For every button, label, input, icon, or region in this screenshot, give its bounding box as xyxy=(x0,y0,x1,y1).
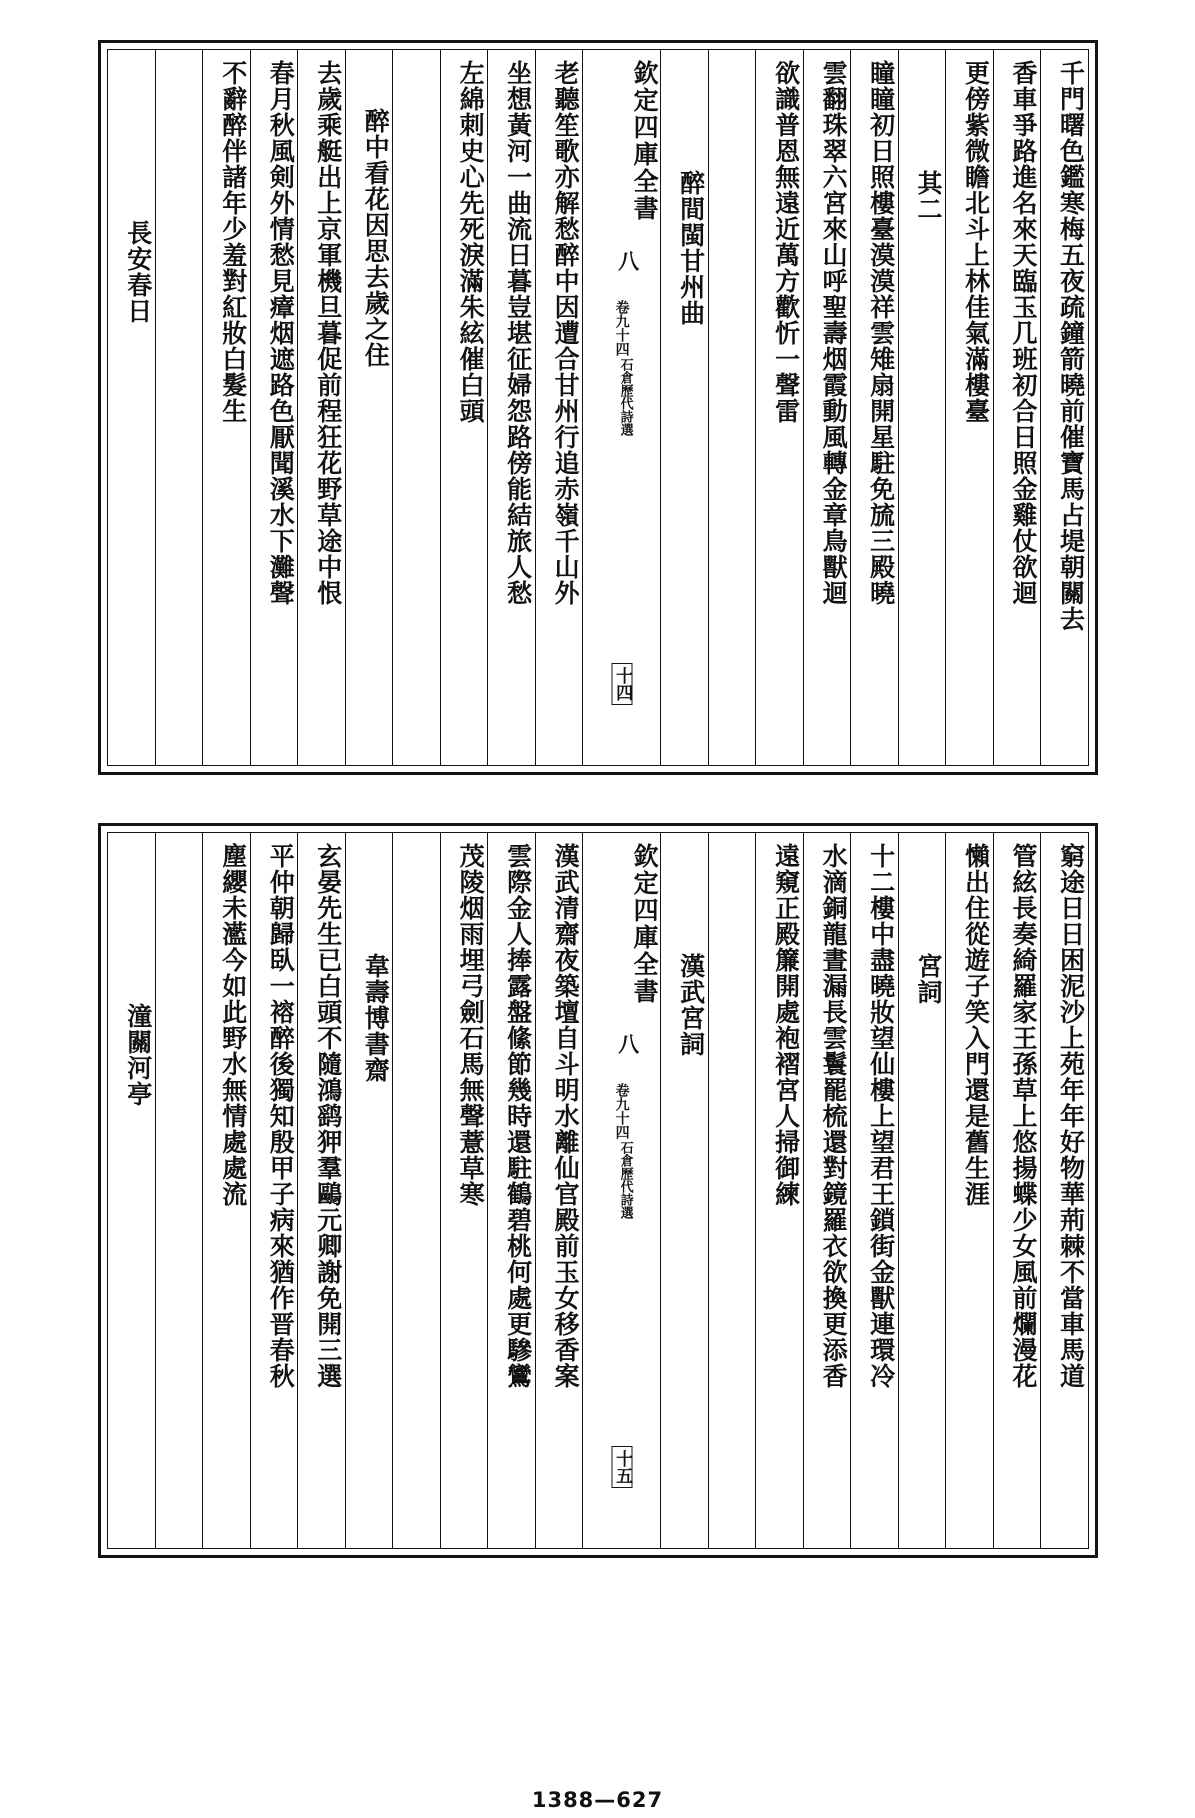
banner-mark: 八 xyxy=(615,1033,641,1054)
text-column: 十二樓中盡曉妝望仙樓上望君王鎖街金獸連環冷 xyxy=(850,833,897,1548)
poem-heading-column: 韋壽博書齋 xyxy=(345,833,392,1548)
text-column: 水滴銅龍晝漏長雲鬟罷梳還對鏡羅衣欲換更添香 xyxy=(803,833,850,1548)
text-column: 塵纓未灆今如此野水無情處處流 xyxy=(202,833,249,1548)
poem-heading-column: 宮詞 xyxy=(898,833,945,1548)
banner-volume: 卷九十四 xyxy=(613,300,630,356)
blank-column xyxy=(708,50,755,765)
text-column: 不辭醉伴諸年少羞對紅妝白髮生 xyxy=(202,50,249,765)
banner-collection: 石倉歷代詩選 xyxy=(617,358,633,436)
text-column: 春月秋風剣外情愁見瘴烟遮路色厭聞溪水下灘聲 xyxy=(250,50,297,765)
text-column: 更傍紫微瞻北斗上林佳氣滿樓臺 xyxy=(945,50,992,765)
banner-subinfo xyxy=(612,300,632,436)
text-column: 玄晏先生已白頭不隨鴻鹞狎羣鷗元卿謝免開三選 xyxy=(297,833,344,1548)
text-column: 坐想黃河一曲流日暮豈堪征婦怨路傍能結旅人愁 xyxy=(487,50,534,765)
blank-column xyxy=(708,833,755,1548)
poem-heading-column: 醉間閩甘州曲 xyxy=(660,50,707,765)
siku-banner-bottom xyxy=(582,833,660,1548)
blank-column xyxy=(392,833,439,1548)
leaf-bottom-columns xyxy=(107,832,1089,1549)
page-leaf-bottom xyxy=(98,823,1098,1558)
text-column: 管絃長奏綺羅家王孫草上悠揚蝶少女風前爛漫花 xyxy=(993,833,1040,1548)
banner-title: 欽定四庫全書 xyxy=(630,60,660,222)
banner-collection: 石倉歷代詩選 xyxy=(617,1141,633,1219)
text-column: 漢武清齋夜築壇自斗明水離仙官殿前玉女移香案 xyxy=(535,833,582,1548)
poem-heading-column: 醉中看花因思去歲之住 xyxy=(345,50,392,765)
page-footer-number: 1388—627 xyxy=(531,1788,664,1812)
blank-column xyxy=(392,50,439,765)
banner-volume: 卷九十四 xyxy=(613,1083,630,1139)
blank-column xyxy=(155,50,202,765)
text-column: 懶出住從遊子笑入門還是舊生涯 xyxy=(945,833,992,1548)
text-column: 茂陵烟雨埋弓劍石馬無聲薏草寒 xyxy=(440,833,487,1548)
banner-mid xyxy=(605,1033,639,1060)
text-column: 欲識普恩無遠近萬方歡忻一聲雷 xyxy=(755,50,802,765)
banner-page-number: 十四 xyxy=(611,663,632,705)
poem-heading-column: 潼關河亭 xyxy=(123,1003,153,1107)
poem-heading-column: 長安春日 xyxy=(123,220,153,324)
text-column: 香車爭路進名來天臨玉几班初合日照金雞仗欲迴 xyxy=(993,50,1040,765)
siku-banner-top xyxy=(582,50,660,765)
leaf-top-columns xyxy=(107,49,1089,766)
text-column: 去歲乘艇出上京軍機旦暮促前程狂花野草途中恨 xyxy=(297,50,344,765)
blank-column xyxy=(155,833,202,1548)
text-column: 瞳瞳初日照樓臺漠漠祥雲雉扇開星駐免旈三殿曉 xyxy=(850,50,897,765)
page-leaf-top xyxy=(98,40,1098,775)
text-column: 雲際金人捧露盤絛節幾時還駐鶴碧桃何處更驂鸞 xyxy=(487,833,534,1548)
text-column: 遠窺正殿簾開處袍褶宮人掃御練 xyxy=(755,833,802,1548)
banner-subinfo xyxy=(612,1083,632,1219)
banner-mid xyxy=(605,250,639,277)
text-column: 千門曙色鑑寒梅五夜疏鐘箭曉前催寶馬占堤朝關去 xyxy=(1040,50,1087,765)
banner-page-number: 十五 xyxy=(611,1446,632,1488)
text-column: 平仲朝歸臥一褣醉後獨知殷甲子病來猶作晋春秋 xyxy=(250,833,297,1548)
poem-heading-column: 漢武宮詞 xyxy=(660,833,707,1548)
poem-heading-column: 其二 xyxy=(898,50,945,765)
text-column: 窮途日日困泥沙上苑年年好物華荊棘不當車馬道 xyxy=(1040,833,1087,1548)
text-column: 雲翻珠翠六宮來山呼聖壽烟霞動風轉金章鳥獸迴 xyxy=(803,50,850,765)
text-column: 老聽笙歌亦解愁醉中因遭合甘州行追赤嶺千山外 xyxy=(535,50,582,765)
text-column: 左綿刺史心先死淚滿朱絃催白頭 xyxy=(440,50,487,765)
banner-title: 欽定四庫全書 xyxy=(630,843,660,1005)
banner-mark: 八 xyxy=(615,250,641,271)
